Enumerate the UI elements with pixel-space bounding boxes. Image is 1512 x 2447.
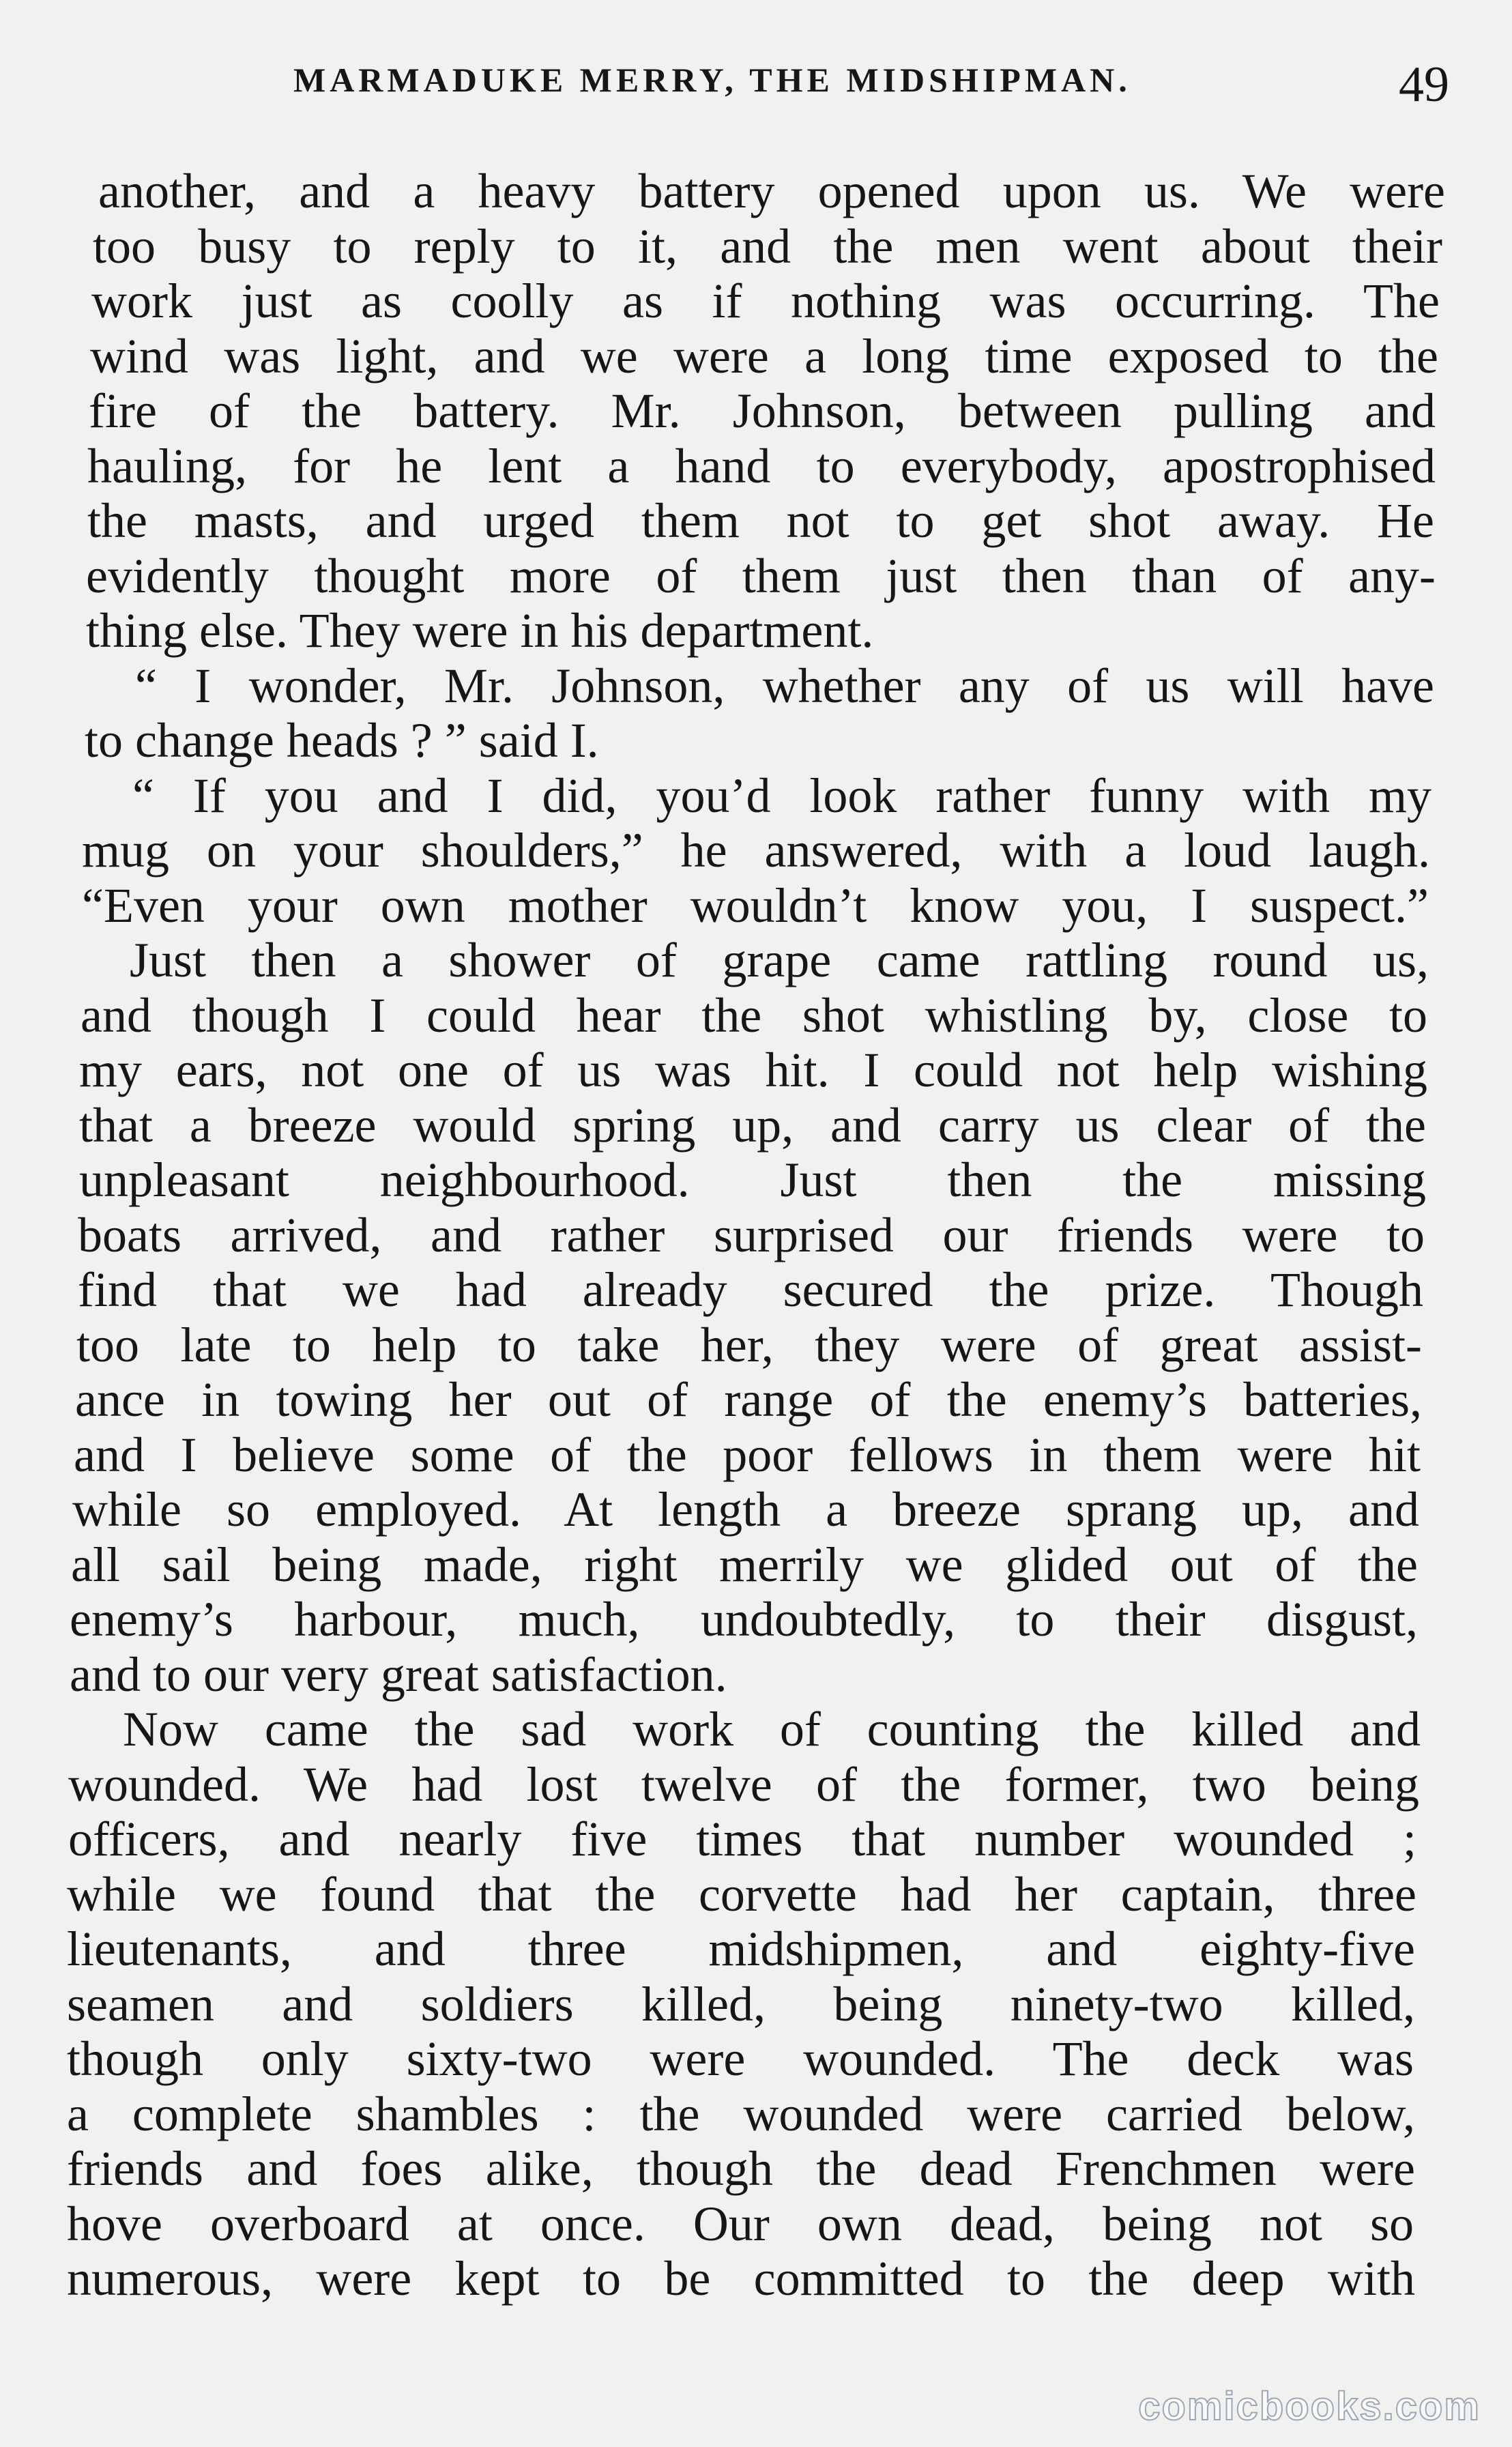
text-line: Now came the sad work of counting the killed and — [123, 1702, 1421, 1756]
text-line: boats arrived, and rather surprised our friends were to — [78, 1207, 1425, 1262]
text-line: while so employed. At length a breeze sprang up, and — [72, 1482, 1419, 1537]
text-line: evidently thought more of them just then than of any- — [86, 548, 1436, 603]
text-line: enemy’s harbour, much, undoubtedly, to their disgust, — [70, 1592, 1418, 1647]
text-line: the masts, and urged them not to get shot away. He — [87, 493, 1434, 548]
text-line: Just then a shower of grape came rattling round us, — [130, 933, 1429, 987]
watermark-logo: comicbooks.com — [1138, 2384, 1481, 2429]
text-line: seamen and soldiers killed, being ninety-two killed, — [67, 1976, 1415, 2031]
text-line: fire of the battery. Mr. Johnson, between pulling and — [89, 383, 1436, 438]
text-line: mug on your shoulders,” he answered, with a loud laugh. — [82, 823, 1430, 878]
text-line: and though I could hear the shot whistling by, close to — [81, 987, 1427, 1043]
text-line: lieutenants, and three midshipmen, and eighty-five — [67, 1922, 1415, 1976]
text-line: friends and foes alike, though the dead Frenchmen were — [67, 2141, 1415, 2196]
text-line: a complete shambles : the wounded were carried below, — [67, 2086, 1415, 2141]
text-line: find that we had already secured the prize. Though — [78, 1262, 1423, 1317]
text-line: and I believe some of the poor fellows in them were hit — [74, 1427, 1421, 1482]
text-line: “Even your own mother wouldn’t know you, I suspect.” — [82, 878, 1429, 933]
page-number: 49 — [1399, 57, 1449, 113]
text-line: while we found that the corvette had her captain, three — [67, 1866, 1416, 1922]
body-text — [67, 164, 1445, 2306]
text-line: “ I wonder, Mr. Johnson, whether any of us will have — [135, 658, 1434, 713]
text-line: hove overboard at once. Our own dead, being not so — [67, 2196, 1414, 2251]
text-line: another, and a heavy battery opened upon us. We were — [98, 164, 1445, 218]
text-line: and to our very great satisfaction. — [70, 1647, 727, 1702]
text-line: officers, and nearly five times that number wounded ; — [68, 1812, 1416, 1866]
text-line: work just as coolly as if nothing was occurring. The — [91, 274, 1440, 328]
text-line: my ears, not one of us was hit. I could not help wishing — [79, 1043, 1427, 1097]
text-line: thing else. They were in his department. — [86, 603, 874, 658]
text-line: wind was light, and we were a long time exposed to the — [90, 328, 1438, 383]
text-line: though only sixty-two were wounded. The deck was — [67, 2031, 1414, 2086]
text-line: unpleasant neighbourhood. Just then the missing — [79, 1153, 1426, 1207]
text-line: hauling, for he lent a hand to everybody, apostrophised — [87, 438, 1436, 493]
text-line: ance in towing her out of range of the enemy’s batteries, — [75, 1372, 1422, 1427]
text-line: numerous, were kept to be committed to the deep with — [67, 2251, 1415, 2306]
text-line: to change heads ? ” said I. — [85, 713, 599, 768]
text-line: that a breeze would spring up, and carry us clear of the — [79, 1097, 1426, 1153]
text-line: “ If you and I did, you’d look rather funny with my — [132, 768, 1431, 823]
text-line: too late to help to take her, they were of great assist- — [76, 1317, 1422, 1372]
text-line: all sail being made, right merrily we glided out of the — [71, 1537, 1418, 1592]
running-head: MARMADUKE MERRY, THE MIDSHIPMAN. — [293, 61, 1131, 99]
text-line: wounded. We had lost twelve of the former, two being — [68, 1756, 1419, 1812]
text-line: too busy to reply to it, and the men went about their — [93, 218, 1442, 274]
